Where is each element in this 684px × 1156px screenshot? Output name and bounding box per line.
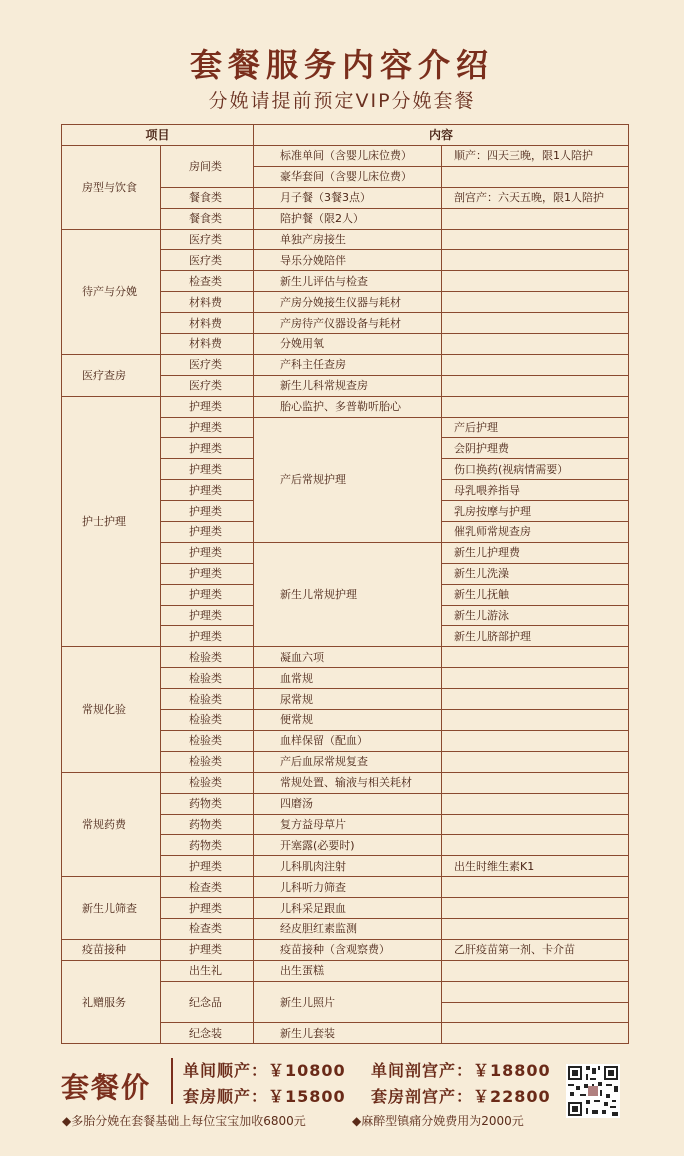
item-cell: 产后血尿常规复查 bbox=[254, 751, 442, 772]
category-cell: 检查类 bbox=[161, 271, 254, 292]
page-subtitle: 分娩请提前预定VIP分娩套餐 bbox=[208, 90, 476, 112]
item-cell: 尿常规 bbox=[254, 689, 442, 710]
extra-cell: 伤口换药(视病情需要） bbox=[442, 459, 629, 480]
category-cell: 医疗类 bbox=[161, 354, 254, 375]
item-cell: 单独产房接生 bbox=[254, 229, 442, 250]
item-cell: 便常规 bbox=[254, 710, 442, 731]
extra-cell: 新生儿护理费 bbox=[442, 542, 629, 563]
extra-cell bbox=[442, 981, 629, 1002]
extra-cell: 乳房按摩与护理 bbox=[442, 501, 629, 522]
price-title: 套餐价 bbox=[61, 1071, 152, 1104]
item-cell: 疫苗接种（含观察费） bbox=[254, 939, 442, 960]
extra-cell: 母乳喂养指导 bbox=[442, 480, 629, 501]
item-cell: 经皮胆红素监测 bbox=[254, 918, 442, 939]
item-cell: 导乐分娩陪伴 bbox=[254, 250, 442, 271]
group-cell: 待产与分娩 bbox=[62, 229, 161, 354]
category-cell: 检验类 bbox=[161, 751, 254, 772]
category-cell: 出生礼 bbox=[161, 960, 254, 981]
price-suite-natural: 套房顺产：￥15800 bbox=[183, 1087, 346, 1106]
item-cell: 儿科肌肉注射 bbox=[254, 856, 442, 877]
item-cell: 儿科采足跟血 bbox=[254, 898, 442, 919]
extra-cell bbox=[442, 292, 629, 313]
group-cell: 医疗查房 bbox=[62, 354, 161, 396]
category-cell: 药物类 bbox=[161, 793, 254, 814]
note-anesthesia: ◆麻醉型镇痛分娩费用为2000元 bbox=[352, 1114, 524, 1128]
item-cell: 复方益母草片 bbox=[254, 814, 442, 835]
price-single-natural: 单间顺产：￥10800 bbox=[183, 1061, 346, 1080]
item-cell: 陪护餐（限2人） bbox=[254, 208, 442, 229]
table-row bbox=[62, 960, 629, 981]
extra-cell bbox=[442, 375, 629, 396]
group-cell: 常规化验 bbox=[62, 647, 161, 772]
table-row bbox=[62, 877, 629, 898]
extra-cell bbox=[442, 710, 629, 731]
group-cell: 疫苗接种 bbox=[62, 939, 161, 960]
extra-cell bbox=[442, 689, 629, 710]
extra-cell bbox=[442, 793, 629, 814]
category-cell: 护理类 bbox=[161, 939, 254, 960]
category-cell: 护理类 bbox=[161, 396, 254, 417]
group-cell: 常规药费 bbox=[62, 772, 161, 876]
extra-cell bbox=[442, 229, 629, 250]
category-cell: 护理类 bbox=[161, 563, 254, 584]
extra-cell bbox=[442, 166, 629, 187]
table-row bbox=[62, 229, 629, 250]
group-cell: 礼赠服务 bbox=[62, 960, 161, 1044]
category-cell: 药物类 bbox=[161, 835, 254, 856]
item-cell: 血样保留（配血） bbox=[254, 730, 442, 751]
category-cell: 医疗类 bbox=[161, 375, 254, 396]
extra-cell: 乙肝疫苗第一剂、卡介苗 bbox=[442, 939, 629, 960]
page-title: 套餐服务内容介绍 bbox=[189, 46, 494, 84]
category-cell: 检验类 bbox=[161, 689, 254, 710]
category-cell: 检查类 bbox=[161, 918, 254, 939]
category-cell: 餐食类 bbox=[161, 208, 254, 229]
category-cell: 护理类 bbox=[161, 480, 254, 501]
item-cell: 血常规 bbox=[254, 668, 442, 689]
category-cell: 检验类 bbox=[161, 668, 254, 689]
item-cell: 新生儿照片 bbox=[254, 981, 442, 1023]
item-cell: 新生儿评估与检查 bbox=[254, 271, 442, 292]
extra-cell: 剖宫产：六天五晚，限1人陪护 bbox=[442, 187, 629, 208]
category-cell: 护理类 bbox=[161, 438, 254, 459]
category-cell: 药物类 bbox=[161, 814, 254, 835]
extra-cell bbox=[442, 835, 629, 856]
item-cell: 产后常规护理 bbox=[254, 417, 442, 542]
extra-cell bbox=[442, 772, 629, 793]
extra-cell bbox=[442, 313, 629, 334]
extra-cell: 新生儿游泳 bbox=[442, 605, 629, 626]
category-cell: 检验类 bbox=[161, 730, 254, 751]
extra-cell bbox=[442, 751, 629, 772]
group-cell: 护士护理 bbox=[62, 396, 161, 647]
extra-cell bbox=[442, 647, 629, 668]
item-cell: 豪华套间（含婴儿床位费） bbox=[254, 166, 442, 187]
extra-cell: 产后护理 bbox=[442, 417, 629, 438]
category-cell: 护理类 bbox=[161, 522, 254, 543]
table-row bbox=[62, 939, 629, 960]
item-cell: 标准单间（含婴儿床位费） bbox=[254, 146, 442, 167]
extra-cell bbox=[442, 1002, 629, 1023]
category-cell: 材料费 bbox=[161, 292, 254, 313]
group-cell: 房型与饮食 bbox=[62, 146, 161, 230]
extra-cell: 会阴护理费 bbox=[442, 438, 629, 459]
category-cell: 医疗类 bbox=[161, 229, 254, 250]
item-cell: 四磨汤 bbox=[254, 793, 442, 814]
extra-cell: 出生时维生素K1 bbox=[442, 856, 629, 877]
extra-cell bbox=[442, 354, 629, 375]
extra-cell bbox=[442, 730, 629, 751]
item-cell: 常规处置、输液与相关耗材 bbox=[254, 772, 442, 793]
item-cell: 凝血六项 bbox=[254, 647, 442, 668]
table-row bbox=[62, 647, 629, 668]
extra-cell bbox=[442, 334, 629, 355]
header-content: 内容 bbox=[254, 125, 629, 146]
item-cell: 产房待产仪器设备与耗材 bbox=[254, 313, 442, 334]
note-multiple-birth: ◆多胎分娩在套餐基础上每位宝宝加收6800元 bbox=[62, 1114, 306, 1128]
category-cell: 护理类 bbox=[161, 605, 254, 626]
header-item: 项目 bbox=[62, 125, 254, 146]
group-cell: 新生儿筛查 bbox=[62, 877, 161, 940]
extra-cell: 催乳师常规查房 bbox=[442, 522, 629, 543]
price-section bbox=[61, 1054, 628, 1110]
extra-cell: 新生儿洗澡 bbox=[442, 563, 629, 584]
category-cell: 房间类 bbox=[161, 146, 254, 188]
item-cell: 新生儿常规护理 bbox=[254, 542, 442, 646]
category-cell: 护理类 bbox=[161, 417, 254, 438]
item-cell: 胎心监护、多普勒听胎心 bbox=[254, 396, 442, 417]
table-row bbox=[62, 396, 629, 417]
category-cell: 材料费 bbox=[161, 313, 254, 334]
extra-cell bbox=[442, 208, 629, 229]
extra-cell bbox=[442, 898, 629, 919]
extra-cell bbox=[442, 668, 629, 689]
category-cell: 纪念品 bbox=[161, 981, 254, 1023]
price-suite-cesarean: 套房剖宫产：￥22800 bbox=[371, 1087, 551, 1106]
category-cell: 检验类 bbox=[161, 647, 254, 668]
item-cell: 儿科听力筛查 bbox=[254, 877, 442, 898]
extra-cell: 新生儿抚触 bbox=[442, 584, 629, 605]
qr-code-icon bbox=[566, 1064, 620, 1118]
item-cell: 产房分娩接生仪器与耗材 bbox=[254, 292, 442, 313]
price-single-cesarean: 单间剖宫产：￥18800 bbox=[371, 1061, 551, 1080]
item-cell: 开塞露(必要时) bbox=[254, 835, 442, 856]
category-cell: 材料费 bbox=[161, 334, 254, 355]
category-cell: 护理类 bbox=[161, 584, 254, 605]
extra-cell bbox=[442, 1023, 629, 1044]
extra-cell: 新生儿脐部护理 bbox=[442, 626, 629, 647]
category-cell: 护理类 bbox=[161, 856, 254, 877]
item-cell: 新生儿套装 bbox=[254, 1023, 442, 1044]
extra-cell bbox=[442, 271, 629, 292]
extra-cell bbox=[442, 918, 629, 939]
table-row bbox=[62, 354, 629, 375]
item-cell: 出生蛋糕 bbox=[254, 960, 442, 981]
extra-cell bbox=[442, 877, 629, 898]
category-cell: 检验类 bbox=[161, 710, 254, 731]
price-divider bbox=[171, 1058, 173, 1104]
item-cell: 分娩用氧 bbox=[254, 334, 442, 355]
extra-cell bbox=[442, 396, 629, 417]
extra-cell: 顺产：四天三晚，限1人陪护 bbox=[442, 146, 629, 167]
category-cell: 餐食类 bbox=[161, 187, 254, 208]
category-cell: 纪念装 bbox=[161, 1023, 254, 1044]
category-cell: 护理类 bbox=[161, 626, 254, 647]
category-cell: 护理类 bbox=[161, 542, 254, 563]
category-cell: 护理类 bbox=[161, 459, 254, 480]
table-row bbox=[62, 772, 629, 793]
table-header-row bbox=[62, 125, 629, 146]
extra-cell bbox=[442, 960, 629, 981]
item-cell: 月子餐（3餐3点） bbox=[254, 187, 442, 208]
item-cell: 产科主任查房 bbox=[254, 354, 442, 375]
item-cell: 新生儿科常规查房 bbox=[254, 375, 442, 396]
category-cell: 检查类 bbox=[161, 877, 254, 898]
category-cell: 护理类 bbox=[161, 501, 254, 522]
extra-cell bbox=[442, 814, 629, 835]
package-table bbox=[61, 124, 629, 1044]
extra-cell bbox=[442, 250, 629, 271]
category-cell: 医疗类 bbox=[161, 250, 254, 271]
category-cell: 检验类 bbox=[161, 772, 254, 793]
category-cell: 护理类 bbox=[161, 898, 254, 919]
table-row bbox=[62, 146, 629, 167]
